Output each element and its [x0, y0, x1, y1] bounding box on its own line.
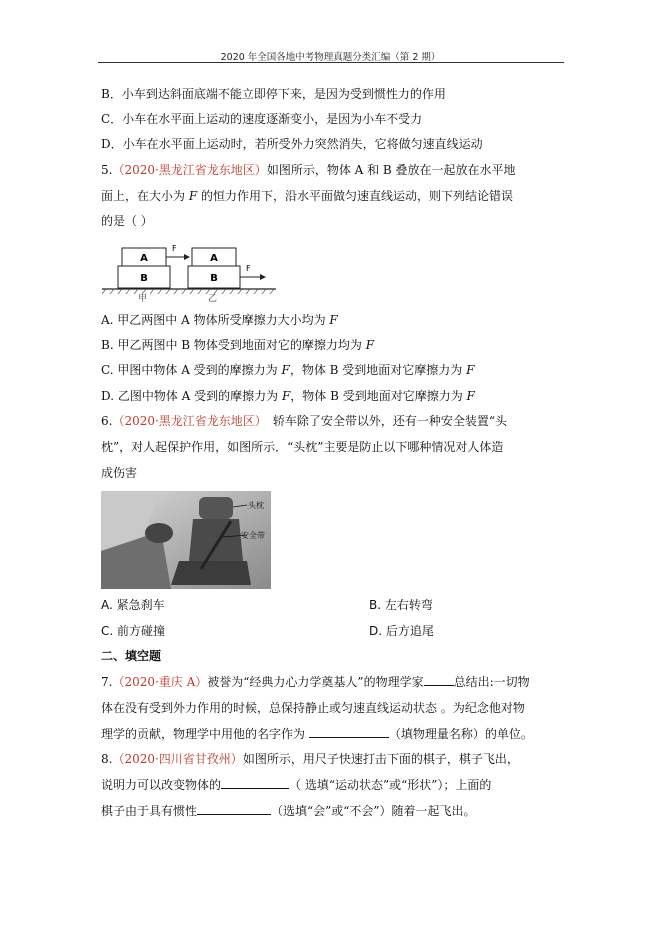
q7-text1a: 被誉为“经典力心力学奠基人”的物理学家 [207, 675, 424, 689]
header-rule [98, 62, 564, 63]
q6-stem-line2: 枕”，对人起保护作用，如图所示．“头枕”主要是防止以下哪种情况对人体造 [101, 440, 504, 454]
q8-blank-2[interactable] [197, 803, 271, 815]
q8-line3 [101, 803, 476, 819]
q7-line1 [101, 674, 530, 690]
belt-label: 安全带 [241, 531, 265, 540]
q6-option-a: A. 紧急刹车 [101, 598, 165, 612]
q5-option-a-f: F [329, 313, 338, 327]
steering-wheel [145, 523, 173, 543]
label-yi: 乙 [208, 294, 218, 304]
q6-option-c: C. 前方碰撞 [101, 624, 166, 638]
q8-source: （2020·四川省甘孜州） [112, 752, 243, 766]
figure-yi [188, 248, 266, 288]
q5-force-symbol: F [188, 189, 198, 203]
q8-text2b: （ 选填“运动状态”或“形状”）；上面的 [289, 778, 492, 792]
seat-cushion [171, 561, 251, 585]
q4-option-b: B．小车到达斜面底端不能立即停下来，是因为受到惯性力的作用 [101, 87, 446, 101]
q6-option-b: B. 左右转弯 [369, 598, 433, 612]
q5-option-b [101, 337, 374, 353]
q8-blank-1[interactable] [221, 777, 289, 789]
q5-option-c-text2: ，物体 B 受到地面对它摩擦力为 [289, 363, 467, 377]
force-label-yi: F [246, 264, 251, 273]
q5-figure [100, 240, 280, 304]
q4-option-d: D．小车在水平面上运动时，若所受外力突然消失，它将做匀速直线运动 [101, 137, 483, 151]
q7-blank-2[interactable] [309, 726, 389, 738]
block-b-jia-label: B [140, 273, 148, 284]
q5-stem-line2 [101, 188, 513, 204]
q6-number: 6. [101, 414, 113, 428]
q8-text3b: （选填“会”或“不会”）随着一起飞出。 [271, 804, 476, 818]
q5-text2b: 的恒力作用下，沿水平面做匀速直线运动，则下列结论错误 [197, 189, 513, 203]
q5-option-d-text1: D. 乙图中物体 A 受到的摩擦力为 [101, 389, 282, 403]
q6-option-d: D. 后方追尾 [369, 624, 434, 638]
q5-option-c-text1: C. 甲图中物体 A 受到的摩擦力为 [101, 363, 282, 377]
q7-number: 7. [101, 675, 113, 689]
q5-option-a [101, 312, 338, 328]
q7-source: （2020·重庆 A） [112, 675, 208, 689]
q5-option-b-f: F [365, 338, 375, 352]
q5-option-c-f2: F [466, 363, 475, 377]
q8-number: 8. [101, 752, 113, 766]
q7-text3a: 理学的贡献，物理学中用他的名字作为 [101, 727, 309, 741]
label-jia: 甲 [138, 294, 148, 304]
q4-option-c: C．小车在水平面上运动的速度逐渐变小，是因为小车不受力 [101, 112, 423, 126]
q7-text3b: （填物理量名称）的单位。 [388, 727, 533, 741]
q8-line2 [101, 777, 491, 793]
q8-text2a: 说明力可以改变物体的 [101, 778, 222, 792]
car-interior-photo [101, 491, 271, 589]
q5-option-a-text: A. 甲乙两图中 A 物体所受摩擦力大小均为 [101, 313, 330, 327]
force-arrowhead-jia [184, 254, 190, 260]
q5-option-d-text2: ，物体 B 受到地面对它摩擦力为 [290, 389, 467, 403]
headrest-shape [199, 497, 233, 519]
force-arrowhead-yi [260, 274, 266, 280]
block-a-jia-label: A [140, 253, 148, 264]
block-a-yi-label: A [210, 253, 218, 264]
q5-option-c-f1: F [281, 363, 290, 377]
ground-hatching [102, 289, 274, 294]
q5-text1: 如图所示，物体 A 和 B 叠放在一起放在水平地 [266, 163, 516, 177]
q7-line3 [101, 726, 533, 742]
q5-option-c [101, 362, 474, 378]
q5-option-d-f1: F [281, 389, 291, 403]
figure-jia [118, 244, 190, 288]
section-title-fill-blank: 二、填空题 [101, 649, 162, 663]
q6-text1: 轿车除了安全带以外，还有一种安全装置“头 [272, 414, 507, 428]
block-b-yi-label: B [210, 273, 218, 284]
q6-source: （2020·黑龙江省龙东地区） [112, 414, 267, 428]
headrest-label: 头枕 [248, 501, 264, 510]
q7-blank-1[interactable] [424, 674, 454, 686]
q5-source: （2020·黑龙江省龙东地区） [112, 163, 267, 177]
q5-option-d-f2: F [466, 389, 475, 403]
page-header: 2020 年全国各地中考物理真题分类汇编（第 2 期） [220, 52, 441, 63]
q5-number: 5. [101, 163, 113, 177]
q6-stem-line3: 成伤害 [101, 466, 138, 480]
q8-line1 [101, 751, 519, 767]
q8-text3a: 棋子由于具有惯性 [101, 804, 198, 818]
force-label-jia: F [172, 244, 177, 253]
q6-stem-line1 [101, 413, 507, 429]
seat-back [189, 519, 243, 561]
q5-text2a: 面上，在大小为 [101, 189, 189, 203]
q5-stem-line3: 的是（ ） [101, 214, 153, 228]
q5-stem-line1 [101, 162, 516, 178]
q5-option-d [101, 388, 475, 404]
q7-text1b: 总结出:一切物 [453, 675, 530, 689]
q5-option-b-text: B. 甲乙两图中 B 物体受到地面对它的摩擦力均为 [101, 338, 366, 352]
q8-text1: 如图所示，用尺子快速打击下面的棋子，棋子飞出， [242, 752, 519, 766]
q7-line2: 体在没有受到外力作用的时候，总保持静止或匀速直线运动状态 。为纪念他对物 [101, 701, 525, 715]
